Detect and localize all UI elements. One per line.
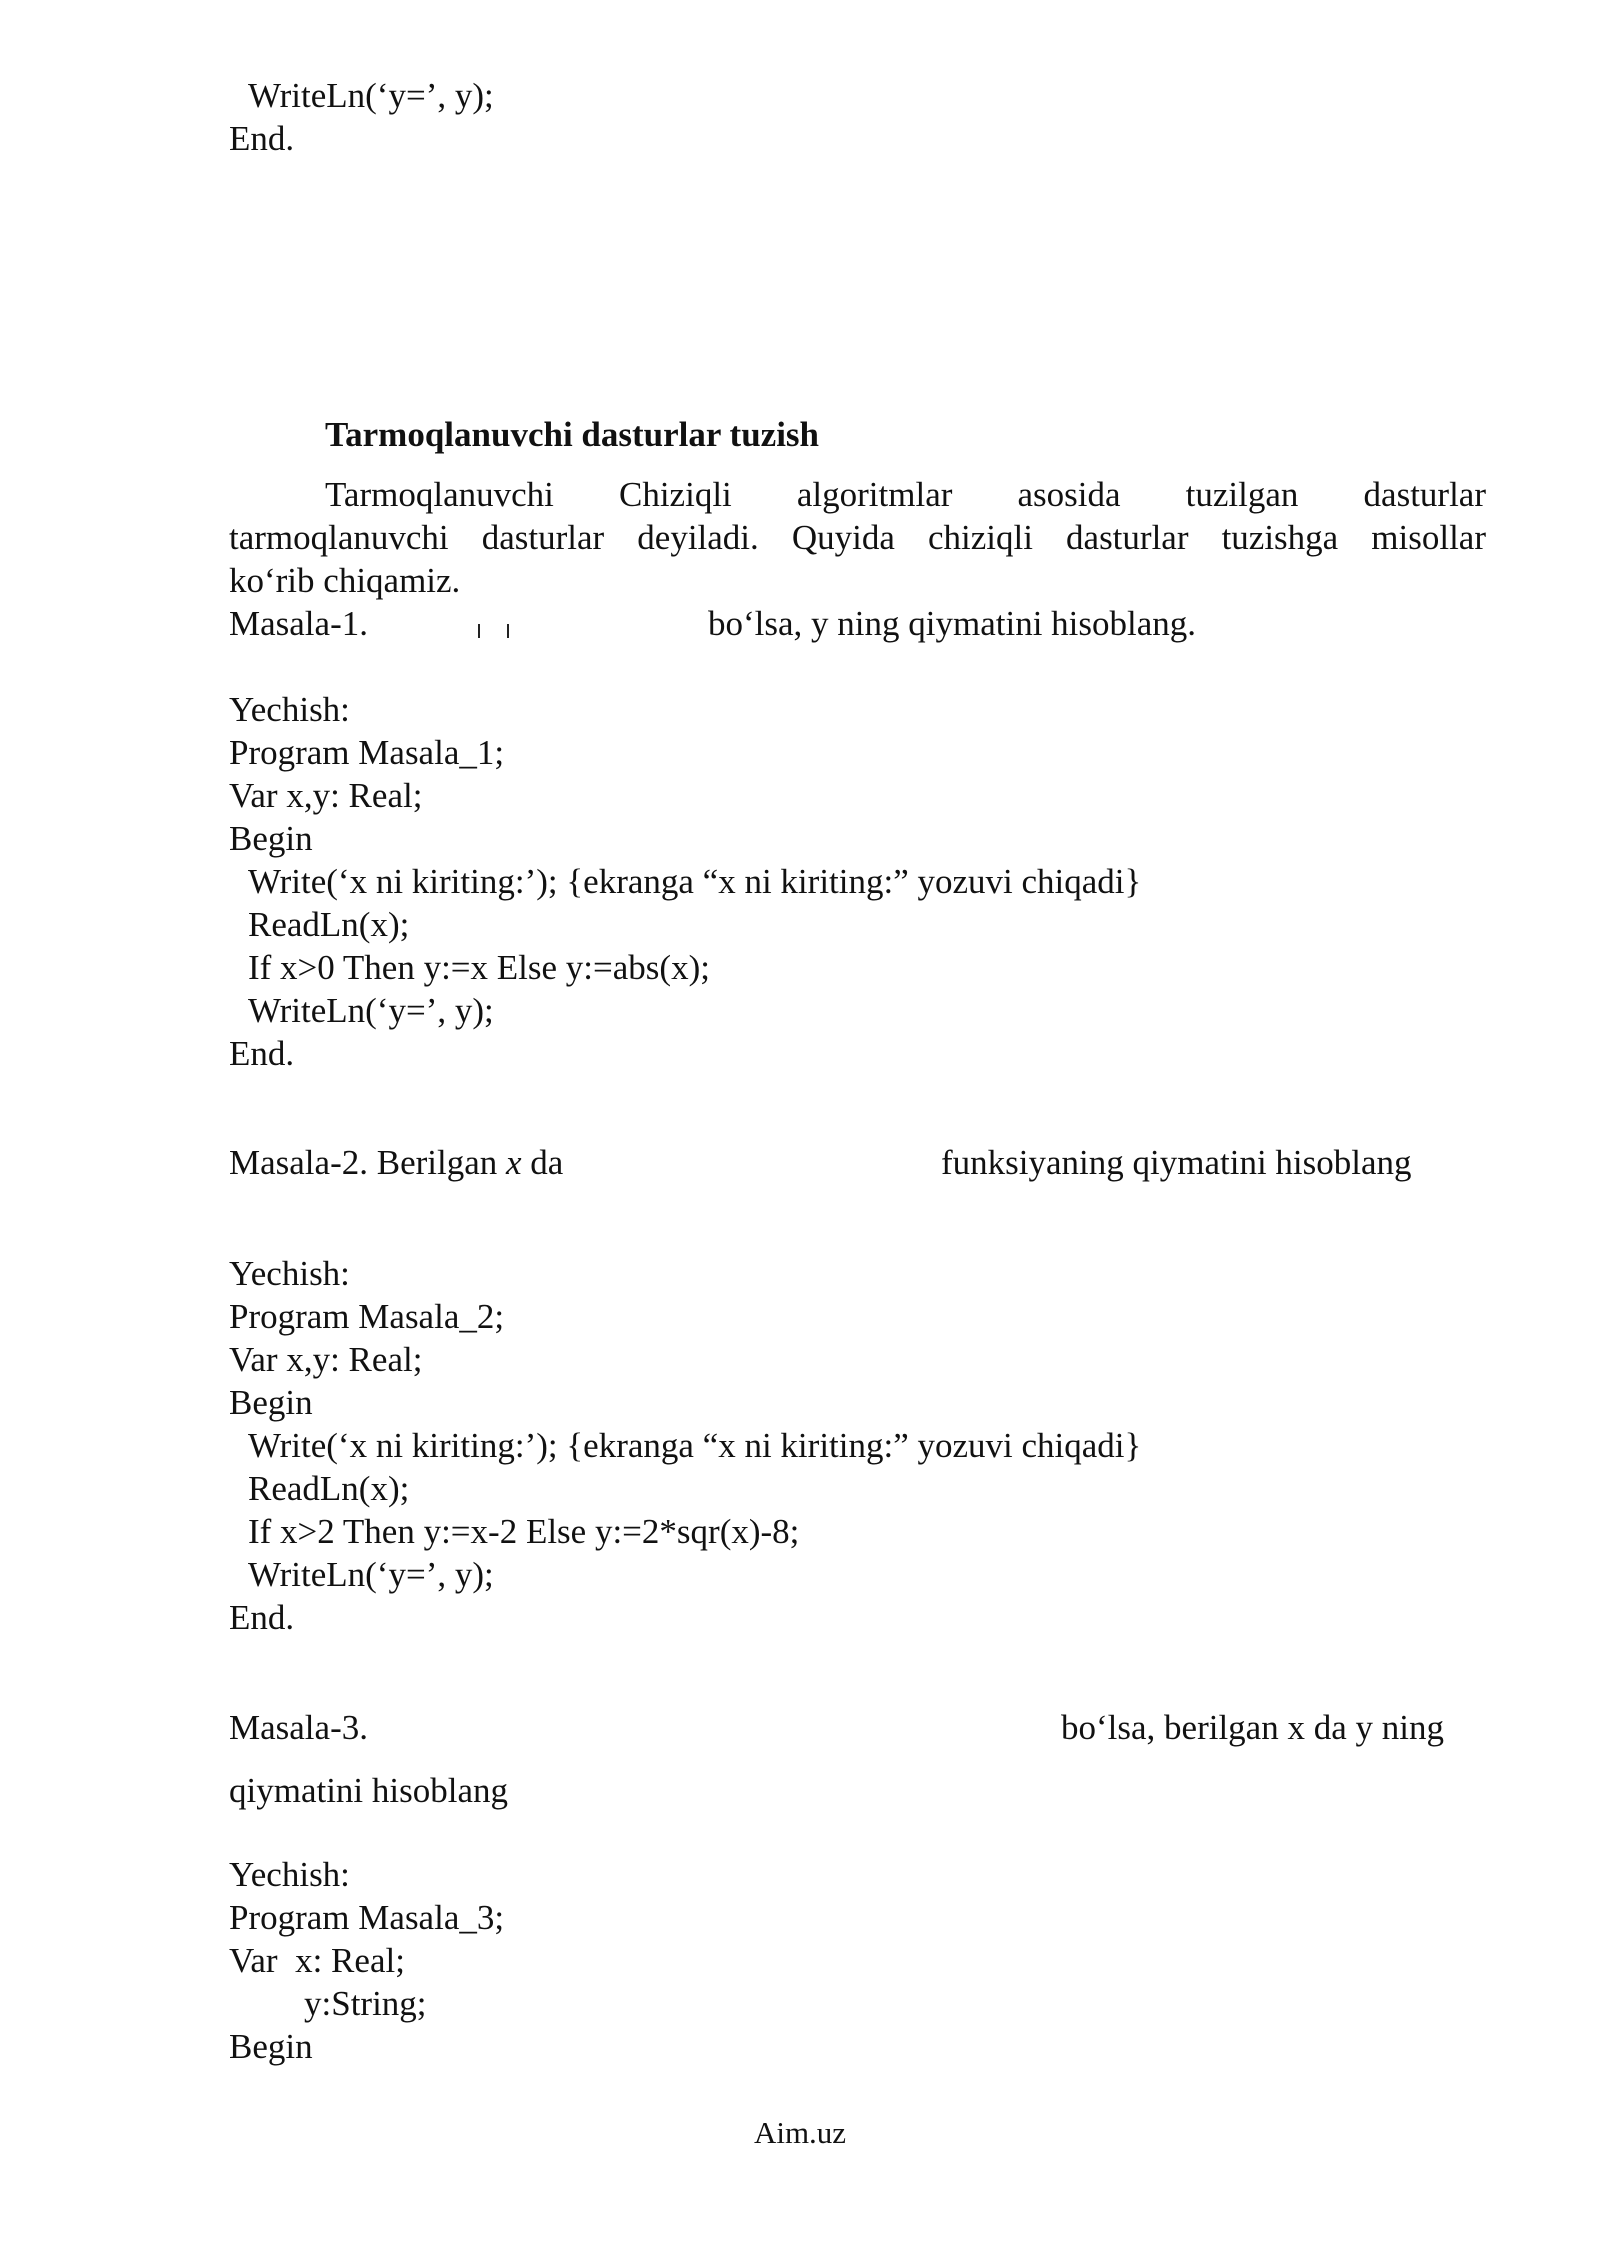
- intro-line-3: ko‘rib chiqamiz.: [229, 561, 461, 600]
- code-line: Var x,y: Real;: [229, 776, 423, 815]
- masala3-text-2: qiymatini hisoblang: [229, 1771, 509, 1810]
- masala2-label-text: Masala-2. Berilgan: [229, 1143, 506, 1182]
- code-line: ReadLn(x);: [248, 905, 410, 944]
- code-line: Begin: [229, 2027, 313, 2066]
- code-line: y:String;: [304, 1984, 427, 2023]
- code-line: Write(‘x ni kiriting:’); {ekranga “x ni kiriting:” yozuvi chiqadi}: [248, 862, 1142, 901]
- intro-line-1: Tarmoqlanuvchi Chiziqli algoritmlar asosida tuzilgan dasturlar: [325, 475, 1486, 514]
- code-line: If x>0 Then y:=x Else y:=abs(x);: [248, 948, 710, 987]
- page-footer: Aim.uz: [753, 2115, 847, 2150]
- variable-x: x: [506, 1143, 522, 1182]
- formula-fragment: [478, 624, 480, 638]
- yechish-label: Yechish:: [229, 1855, 350, 1894]
- intro-line-2: tarmoqlanuvchi dasturlar deyiladi. Quyida chiziqli dasturlar tuzishga misollar: [229, 518, 1486, 557]
- code-line: WriteLn(‘y=’, y);: [248, 1555, 494, 1594]
- yechish-label: Yechish:: [229, 690, 350, 729]
- section-title: Tarmoqlanuvchi dasturlar tuzish: [325, 415, 819, 454]
- code-line: Var x: Real;: [229, 1941, 405, 1980]
- formula-fragment: [507, 624, 509, 638]
- code-line: End.: [229, 1034, 295, 1073]
- code-line: Begin: [229, 819, 313, 858]
- masala2-label-tail: da: [521, 1143, 564, 1182]
- masala3-label: Masala-3.: [229, 1708, 368, 1747]
- code-line: WriteLn(‘y=’, y);: [248, 991, 494, 1030]
- masala1-text: bo‘lsa, y ning qiymatini hisoblang.: [708, 604, 1197, 643]
- code-line: Var x,y: Real;: [229, 1340, 423, 1379]
- code-line: End.: [229, 119, 295, 158]
- code-line: End.: [229, 1598, 295, 1637]
- masala3-text: bo‘lsa, berilgan x da y ning: [1061, 1708, 1444, 1747]
- code-line: ReadLn(x);: [248, 1469, 410, 1508]
- masala1-label: Masala-1.: [229, 604, 368, 643]
- code-line: If x>2 Then y:=x-2 Else y:=2*sqr(x)-8;: [248, 1512, 800, 1551]
- code-line: Write(‘x ni kiriting:’); {ekranga “x ni kiriting:” yozuvi chiqadi}: [248, 1426, 1142, 1465]
- yechish-label: Yechish:: [229, 1254, 350, 1293]
- code-line: Program Masala_3;: [229, 1898, 505, 1937]
- code-line: Begin: [229, 1383, 313, 1422]
- code-line: WriteLn(‘y=’, y);: [248, 76, 494, 115]
- masala2-text: funksiyaning qiymatini hisoblang: [941, 1143, 1412, 1182]
- masala2-label: [229, 1141, 563, 1184]
- code-line: Program Masala_1;: [229, 733, 505, 772]
- code-line: Program Masala_2;: [229, 1297, 505, 1336]
